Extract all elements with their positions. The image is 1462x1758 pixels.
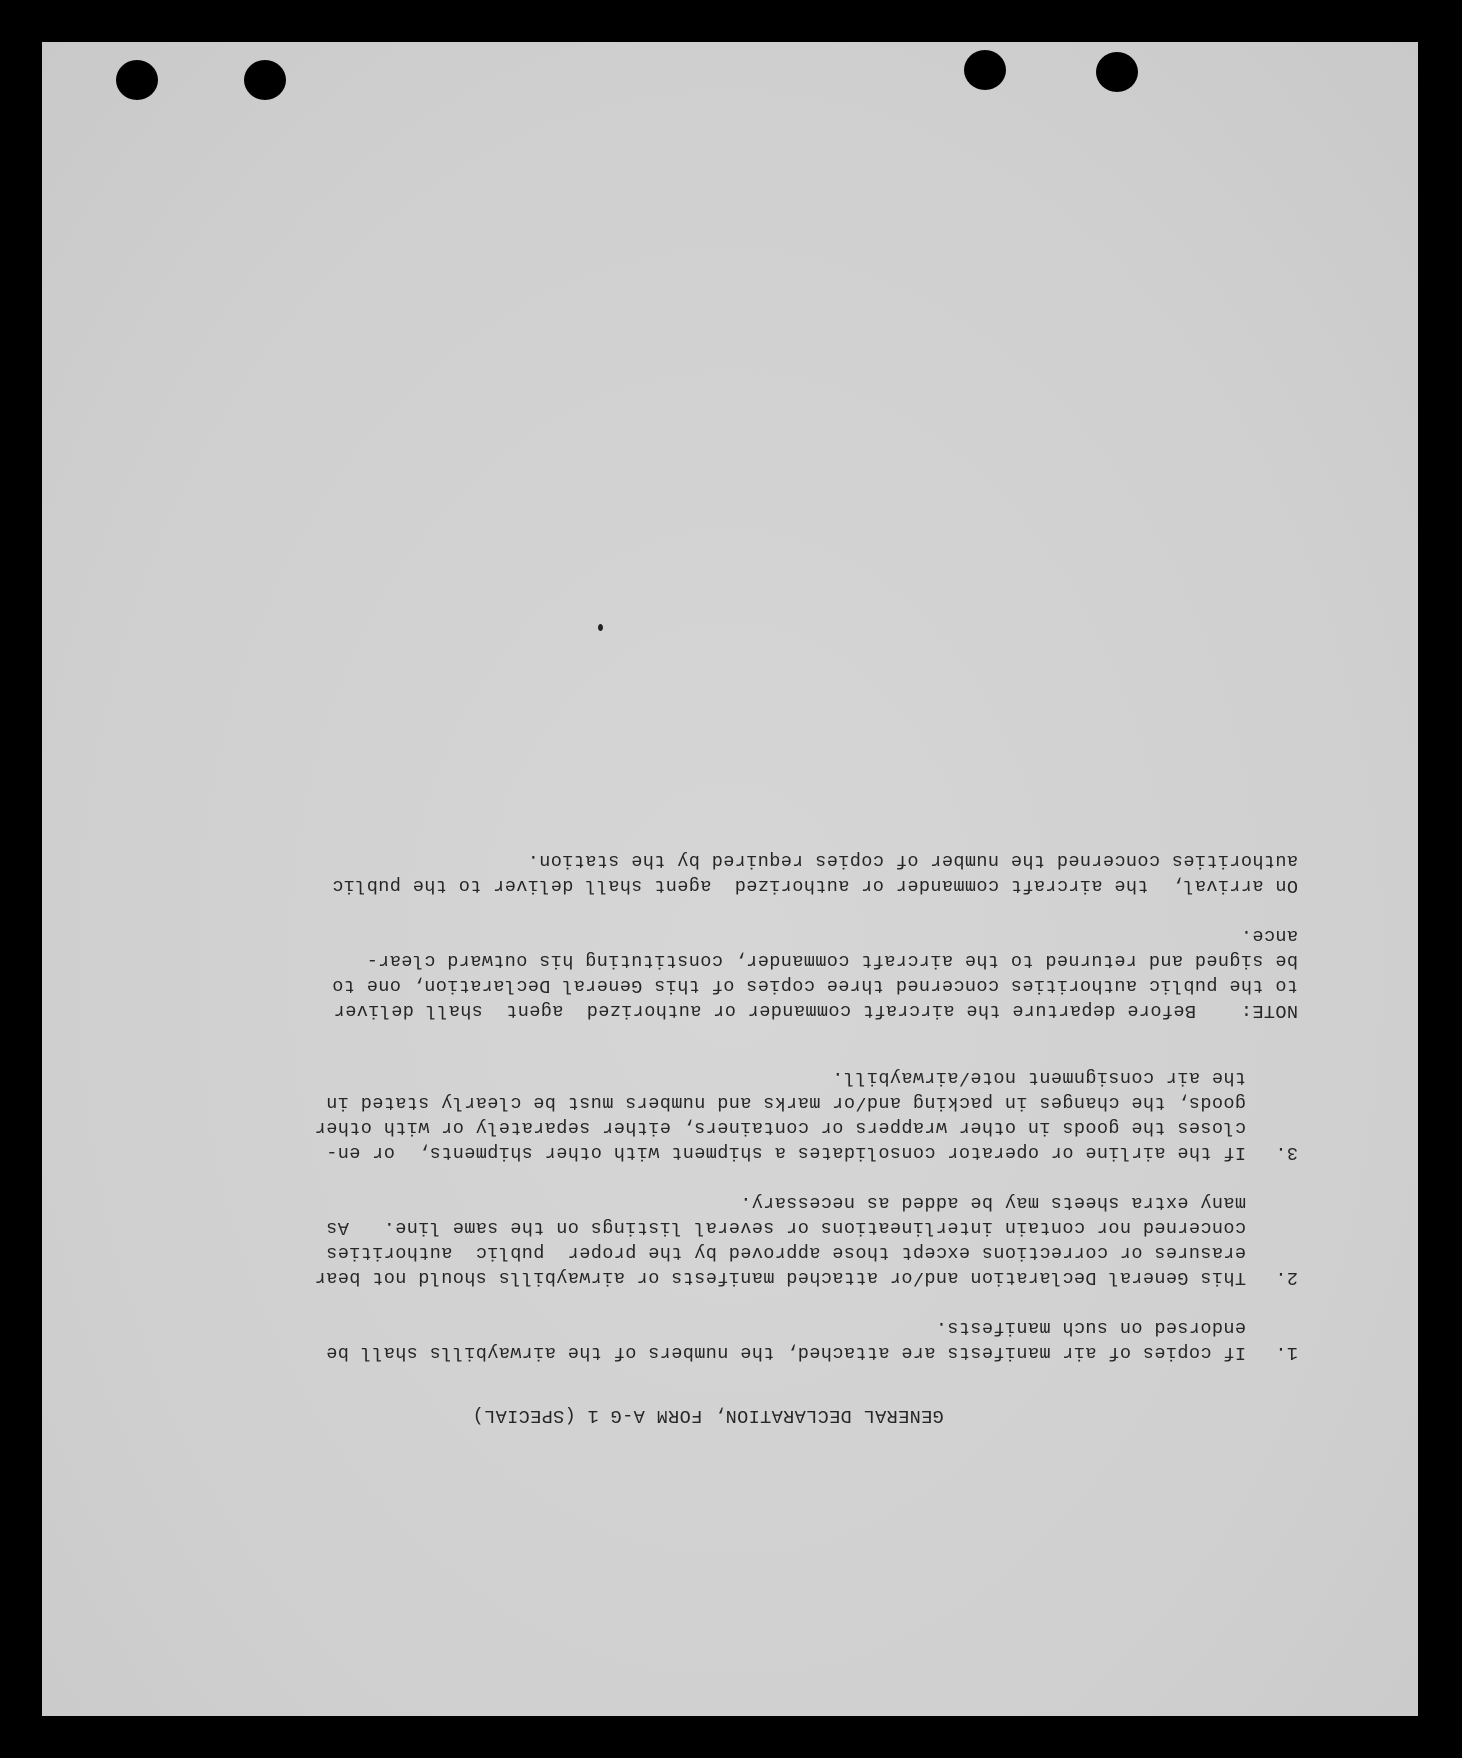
typed-text bbox=[118, 848, 1298, 1428]
document-title: GENERAL DECLARATION, FORM A-G 1 (SPECIAL) bbox=[472, 1405, 944, 1426]
list-item bbox=[118, 1190, 1298, 1290]
note-paragraph bbox=[118, 923, 1298, 1023]
list-item bbox=[118, 1315, 1298, 1365]
item-number: 2. bbox=[1274, 1267, 1298, 1288]
document-page bbox=[42, 42, 1418, 1716]
item-line: concerned nor contain interlineations or several listings on the same line. As bbox=[325, 1217, 1246, 1238]
item-line: closes the goods in other wrappers or containers, either separately or with other bbox=[314, 1117, 1246, 1138]
item-line: endorsed on such manifests. bbox=[935, 1317, 1246, 1338]
note-line: ance. bbox=[1240, 925, 1298, 946]
arrival-line: authorities concerned the number of copies required by the station. bbox=[527, 850, 1298, 871]
note-line: to the public authorities concerned three copies of this General Declaration, one to bbox=[331, 975, 1298, 996]
note-label: NOTE: bbox=[1240, 1000, 1298, 1021]
note-line: be signed and returned to the aircraft commander, constituting his outward clear- bbox=[366, 950, 1298, 971]
item-number: 3. bbox=[1274, 1142, 1298, 1163]
upside-down-text-block bbox=[42, 42, 1418, 1716]
item-line: If copies of air manifests are attached, the numbers of the airwaybills shall be bbox=[325, 1342, 1246, 1363]
item-line: erasures or corrections except those approved by the proper public authorities bbox=[325, 1242, 1246, 1263]
list-item bbox=[118, 1065, 1298, 1165]
note-line: Before departure the aircraft commander or authorized agent shall deliver bbox=[333, 1000, 1196, 1021]
item-line: the air consignment note/airwaybill. bbox=[831, 1067, 1246, 1088]
arrival-line: On arrival, the aircraft commander or authorized agent shall deliver to the public bbox=[331, 875, 1298, 896]
item-number: 1. bbox=[1274, 1342, 1298, 1363]
item-line: goods, the changes in packing and/or marks and numbers must be clearly stated in bbox=[325, 1092, 1246, 1113]
item-line: many extra sheets may be added as necessary. bbox=[739, 1192, 1246, 1213]
item-line: This General Declaration and/or attached manifests or airwaybills should not bear bbox=[314, 1267, 1246, 1288]
arrival-paragraph bbox=[118, 848, 1298, 898]
item-line: If the airline or operator consolidates a shipment with other shipments, or en- bbox=[325, 1142, 1246, 1163]
